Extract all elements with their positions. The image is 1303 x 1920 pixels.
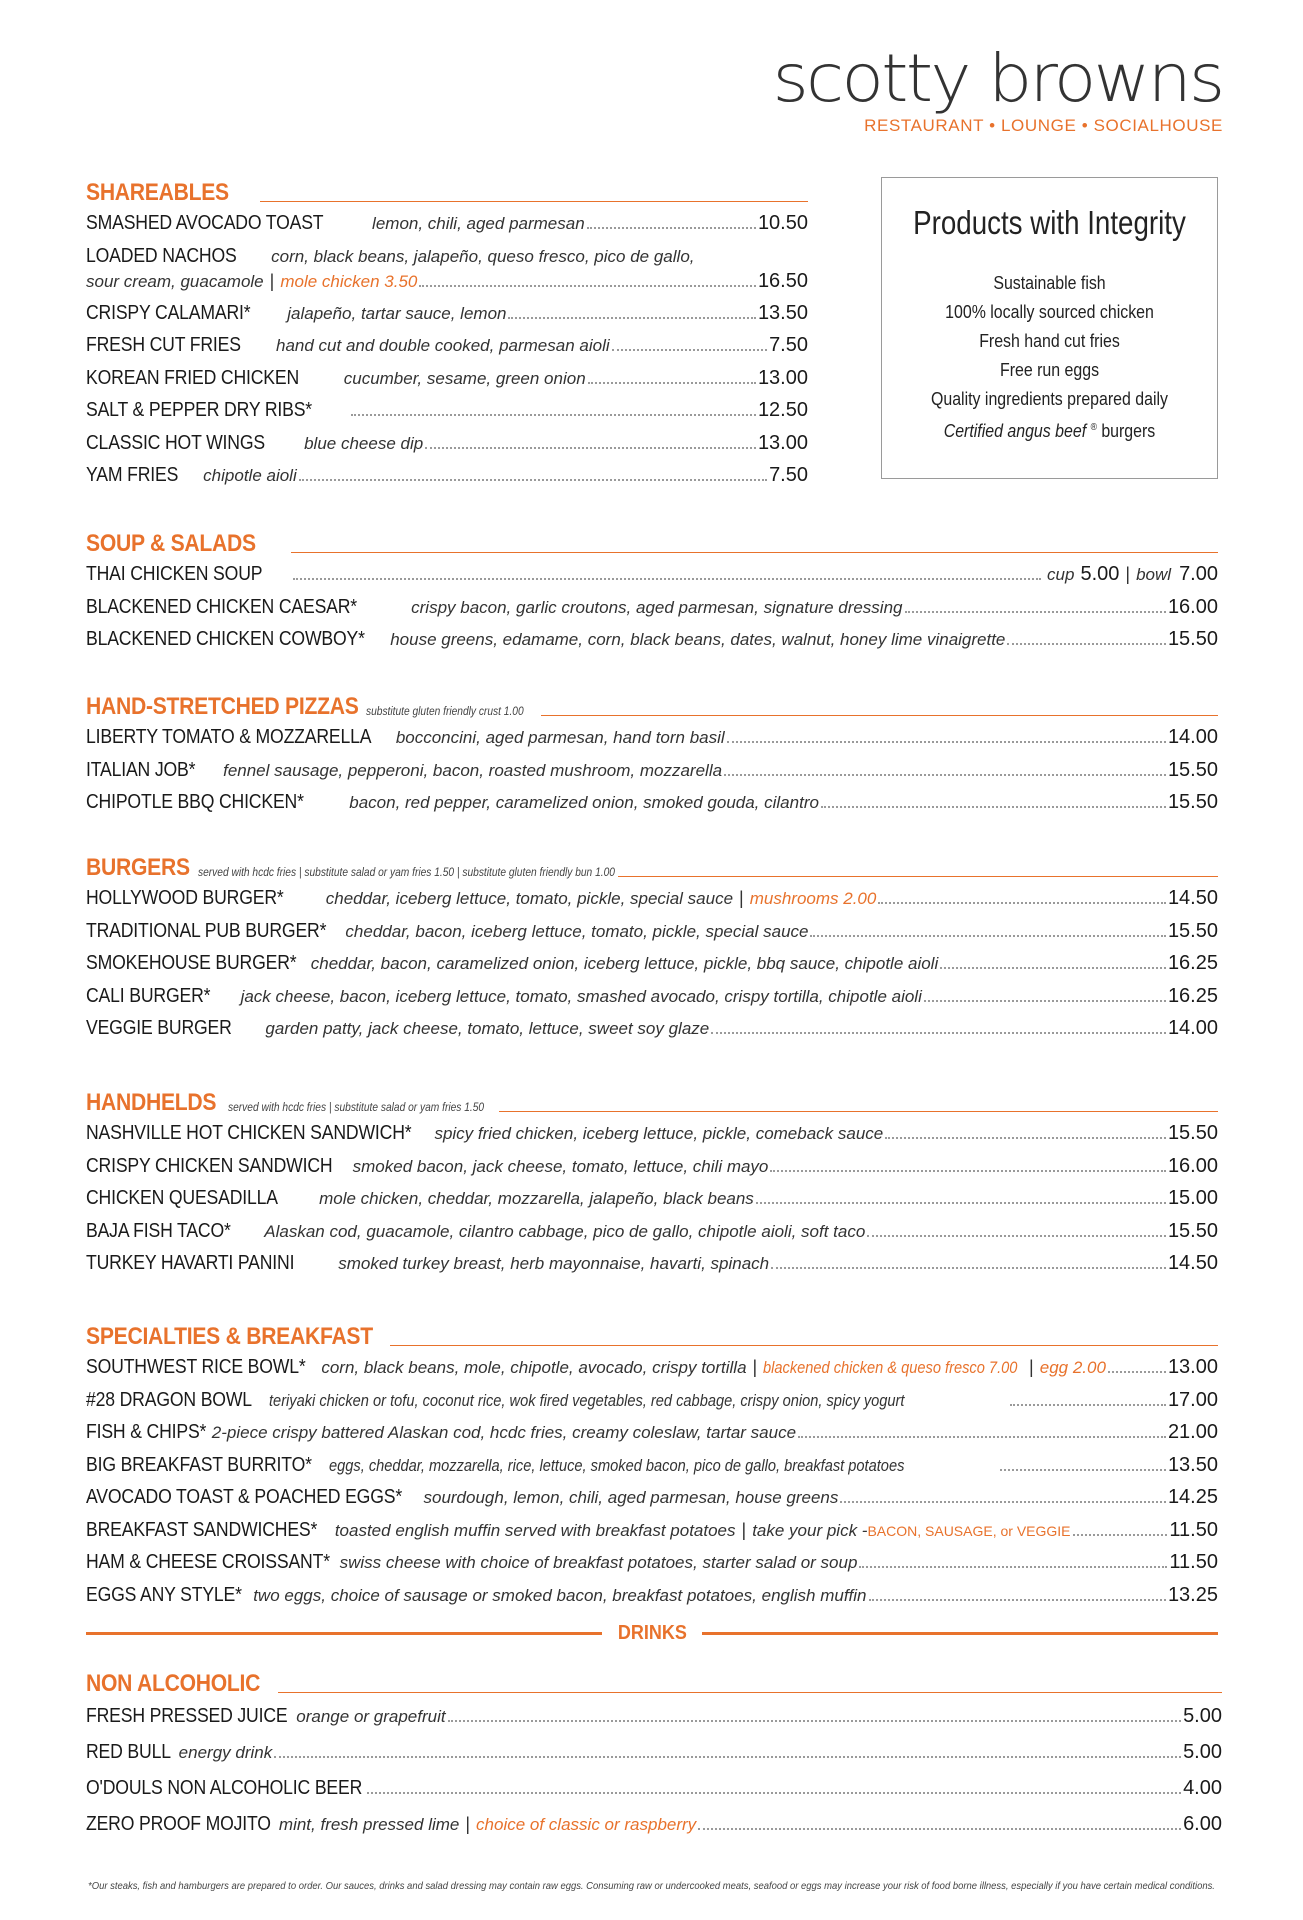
menu-item xyxy=(86,1121,1218,1154)
dot-leader xyxy=(587,227,756,229)
menu-item xyxy=(86,984,1218,1017)
dot-leader xyxy=(299,479,767,481)
dot-leader xyxy=(885,1137,1166,1139)
dot-leader xyxy=(612,349,767,351)
integrity-item: Fresh hand cut fries xyxy=(979,330,1120,351)
menu-item xyxy=(86,1776,1222,1812)
dot-leader xyxy=(274,1756,1181,1758)
menu-item xyxy=(86,919,1218,952)
item-addon: egg 2.00 xyxy=(1039,1358,1106,1377)
dot-leader xyxy=(771,1267,1166,1269)
item-desc: cheddar, bacon, iceberg lettuce, tomato, pickle, special sauce xyxy=(345,921,809,941)
menu-item xyxy=(86,562,1218,595)
section-rule xyxy=(260,201,808,202)
item-name: HOLLYWOOD BURGER* xyxy=(86,886,284,909)
menu-item xyxy=(86,1186,1218,1219)
menu-item xyxy=(86,301,808,334)
item-name: HAM & CHEESE CROISSANT* xyxy=(86,1550,330,1573)
section-burgers xyxy=(86,852,1218,1049)
item-price: 15.50 xyxy=(1167,791,1218,813)
item-desc: 2-piece crispy battered Alaskan cod, hcdc fries, creamy coleslaw, tartar sauce xyxy=(211,1423,797,1442)
item-name: NASHVILLE HOT CHICKEN SANDWICH* xyxy=(86,1121,412,1144)
item-desc: jack cheese, bacon, iceberg lettuce, tomato, smashed avocado, crispy tortilla, chipotle aioli xyxy=(240,986,922,1006)
item-name: BREAKFAST SANDWICHES* xyxy=(86,1517,318,1541)
section-non-alcoholic xyxy=(86,1668,1222,1848)
item-name: SALT & PEPPER DRY RIBS* xyxy=(86,398,312,421)
menu-item xyxy=(86,1154,1218,1187)
item-price: 16.25 xyxy=(1167,952,1218,974)
section-title: BURGERS xyxy=(86,854,190,881)
item-price: 13.00 xyxy=(1167,1356,1218,1378)
dot-leader xyxy=(711,1032,1166,1034)
item-price: 16.00 xyxy=(1167,1154,1218,1177)
item-desc: Alaskan cod, guacamole, cilantro cabbage, pico de gallo, chipotle aioli, soft taco xyxy=(264,1221,866,1241)
item-desc: bocconcini, aged parmesan, hand torn basil xyxy=(395,728,725,747)
item-price: 15.50 xyxy=(1167,758,1218,781)
integrity-angus-label: Certified angus beef xyxy=(943,420,1087,442)
menu-item xyxy=(86,366,808,399)
dot-leader xyxy=(798,1436,1166,1438)
separator: | xyxy=(739,888,744,908)
dot-leader xyxy=(508,317,755,319)
item-price: 14.00 xyxy=(1167,726,1218,748)
item-price: 13.50 xyxy=(757,301,808,324)
item-addon: mushrooms 2.00 xyxy=(749,889,877,908)
divider-line xyxy=(86,1632,602,1635)
separator: | xyxy=(1125,564,1131,584)
item-desc: smoked turkey breast, herb mayonnaise, havarti, spinach xyxy=(338,1254,770,1273)
dot-leader xyxy=(698,1828,1181,1830)
integrity-box xyxy=(881,177,1218,479)
menu-item xyxy=(86,1016,1218,1049)
item-price: 14.50 xyxy=(1167,1252,1218,1274)
section-pizzas xyxy=(86,691,1218,823)
menu-item xyxy=(86,1740,1222,1776)
separator: | xyxy=(269,270,275,291)
item-name: LOADED NACHOS xyxy=(86,243,237,267)
item-desc: toasted english muffin served with breakfast potatoes xyxy=(334,1520,736,1540)
item-price: 16.25 xyxy=(1167,984,1218,1007)
item-desc: energy drink xyxy=(178,1743,273,1762)
dot-leader xyxy=(367,1792,1181,1794)
menu-item xyxy=(86,1704,1222,1740)
menu-item xyxy=(86,1550,1218,1583)
item-name: RED BULL xyxy=(86,1740,171,1763)
item-desc: jalapeño, tartar sauce, lemon xyxy=(287,303,507,323)
menu-item xyxy=(86,333,808,366)
item-desc: fennel sausage, pepperoni, bacon, roasted mushroom, mozzarella xyxy=(223,760,723,780)
item-price: 16.50 xyxy=(757,269,808,292)
dot-leader xyxy=(419,285,756,287)
item-name: CRISPY CHICKEN SANDWICH xyxy=(86,1153,333,1177)
integrity-angus-suffix: burgers xyxy=(1101,420,1156,442)
section-title: SHAREABLES xyxy=(86,179,229,206)
menu-item xyxy=(86,1219,1218,1252)
section-note: substitute gluten friendly crust 1.00 xyxy=(365,704,524,718)
menu-item xyxy=(86,1355,1218,1388)
menu-item xyxy=(86,398,808,431)
item-name: SOUTHWEST RICE BOWL* xyxy=(86,1355,306,1378)
item-desc: sour cream, guacamole xyxy=(86,271,264,291)
item-name: TURKEY HAVARTI PANINI xyxy=(86,1251,295,1274)
section-handhelds xyxy=(86,1087,1218,1284)
separator: | xyxy=(741,1519,747,1540)
menu-item xyxy=(86,1420,1218,1453)
item-price: 15.00 xyxy=(1167,1187,1218,1209)
item-name: KOREAN FRIED CHICKEN xyxy=(86,365,300,389)
item-name: ZERO PROOF MOJITO xyxy=(86,1812,271,1835)
item-addon: blackened chicken & queso fresco 7.00 xyxy=(763,1358,1018,1377)
integrity-item: Free run eggs xyxy=(999,359,1100,380)
integrity-title: Products with Integrity xyxy=(913,204,1186,241)
item-price: 17.00 xyxy=(1167,1388,1218,1411)
dot-leader xyxy=(878,902,1166,904)
item-price: 14.00 xyxy=(1167,1017,1218,1039)
footnote-disclaimer: *Our steaks, fish and hamburgers are prepared to order. Our sauces, drinks and salad dressing may contain raw eggs. Consuming raw or undercooked meats, seafood or eggs may increase your risk of food borne illness, especially if you have certain medical conditions. xyxy=(88,1880,1215,1892)
menu-item xyxy=(86,595,1218,628)
cup-price: 5.00 xyxy=(1080,563,1120,585)
section-rule xyxy=(291,552,1218,553)
item-desc: two eggs, choice of sausage or smoked bacon, breakfast potatoes, english muffin xyxy=(253,1585,867,1605)
item-price: 13.00 xyxy=(757,366,808,389)
item-name: CALI BURGER* xyxy=(86,983,211,1007)
item-desc: bacon, red pepper, caramelized onion, smoked gouda, cilantro xyxy=(349,793,819,812)
dot-leader xyxy=(1007,643,1166,645)
item-desc: house greens, edamame, corn, black beans, dates, walnut, honey lime vinaigrette xyxy=(390,630,1006,649)
item-name: FRESH CUT FRIES xyxy=(86,333,241,356)
menu-item xyxy=(86,1453,1218,1486)
item-price: 15.50 xyxy=(1167,1219,1218,1242)
dot-leader xyxy=(810,935,1165,937)
menu-item xyxy=(86,1583,1218,1616)
section-soups xyxy=(86,528,1218,660)
item-price: 13.00 xyxy=(757,431,808,454)
menu-item xyxy=(86,211,808,244)
item-name: FRESH PRESSED JUICE xyxy=(86,1704,288,1727)
dot-leader xyxy=(727,741,1166,743)
pick-options: BACON, SAUSAGE, or VEGGIE xyxy=(867,1522,1071,1539)
item-price: 16.00 xyxy=(1167,595,1218,618)
dot-leader xyxy=(859,1566,1167,1568)
menu-item xyxy=(86,758,1218,791)
item-price: 12.50 xyxy=(757,399,808,421)
item-desc: smoked bacon, jack cheese, tomato, lettuce, chili mayo xyxy=(352,1156,769,1176)
dot-leader xyxy=(770,1170,1166,1172)
menu-item xyxy=(86,725,1218,758)
integrity-item: Quality ingredients prepared daily xyxy=(930,388,1169,409)
section-title: NON ALCOHOLIC xyxy=(86,1670,261,1697)
menu-item-continued xyxy=(86,270,808,301)
section-rule xyxy=(618,876,1218,877)
separator: | xyxy=(1029,1357,1034,1377)
dot-leader xyxy=(756,1202,1166,1204)
item-name: CHIPOTLE BBQ CHICKEN* xyxy=(86,790,304,813)
item-name: SMOKEHOUSE BURGER* xyxy=(86,951,297,974)
dot-leader xyxy=(588,382,756,384)
item-desc: garden patty, jack cheese, tomato, lettuce, sweet soy glaze xyxy=(265,1019,710,1038)
item-desc: eggs, cheddar, mozzarella, rice, lettuce, smoked bacon, pico de gallo, breakfast potatoes xyxy=(328,1455,904,1475)
dot-leader xyxy=(905,611,1166,613)
menu-item xyxy=(86,463,808,496)
item-desc: cheddar, bacon, caramelized onion, iceberg lettuce, pickle, bbq sauce, chipotle aioli xyxy=(310,954,939,973)
bowl-price: 7.00 xyxy=(1179,563,1218,585)
item-price: 14.25 xyxy=(1167,1486,1218,1508)
item-price: 15.50 xyxy=(1167,1122,1218,1144)
item-price: 6.00 xyxy=(1183,1813,1222,1835)
item-name: BAJA FISH TACO* xyxy=(86,1218,231,1242)
item-desc: chipotle aioli xyxy=(203,466,297,485)
item-desc: lemon, chili, aged parmesan xyxy=(372,214,585,233)
section-rule xyxy=(278,1692,1222,1693)
menu-item xyxy=(86,431,808,464)
item-name: #28 DRAGON BOWL xyxy=(86,1387,252,1411)
separator: | xyxy=(465,1814,471,1834)
section-shareables xyxy=(86,177,808,496)
registered-mark: ® xyxy=(1090,422,1097,433)
separator: | xyxy=(752,1357,758,1377)
integrity-item: 100% locally sourced chicken xyxy=(945,301,1154,322)
dot-leader xyxy=(924,1000,1166,1002)
item-price: 15.50 xyxy=(1167,919,1218,942)
item-name: THAI CHICKEN SOUP xyxy=(86,562,263,585)
item-price: 10.50 xyxy=(757,212,808,234)
menu-item xyxy=(86,1251,1218,1284)
menu-item xyxy=(86,1812,1222,1848)
menu-item xyxy=(86,244,808,270)
cup-label: cup xyxy=(1047,565,1075,584)
dot-leader xyxy=(351,414,756,416)
item-price: 13.25 xyxy=(1167,1583,1218,1606)
item-price: 5.00 xyxy=(1183,1705,1222,1727)
item-desc: blue cheese dip xyxy=(304,433,424,453)
item-desc: crispy bacon, garlic croutons, aged parmesan, signature dressing xyxy=(411,597,903,617)
logo-tagline: RESTAURANT • LOUNGE • SOCIALHOUSE xyxy=(864,116,1223,135)
integrity-item: Sustainable fish xyxy=(993,272,1106,293)
dot-leader xyxy=(840,1501,1166,1503)
section-title: SPECIALTIES & BREAKFAST xyxy=(86,1323,373,1350)
item-name: CLASSIC HOT WINGS xyxy=(86,430,265,454)
dot-leader xyxy=(425,447,756,449)
section-rule xyxy=(390,1345,1218,1346)
logo-wordmark: scotty browns xyxy=(773,40,1223,117)
menu-item xyxy=(86,1485,1218,1518)
dot-leader xyxy=(293,578,1041,580)
item-name: VEGGIE BURGER xyxy=(86,1016,232,1039)
section-note: served with hcdc fries | substitute salad or yam fries 1.50 | substitute gluten friendly bun 1.00 xyxy=(197,865,615,879)
item-desc: cucumber, sesame, green onion xyxy=(343,368,586,388)
item-desc: orange or grapefruit xyxy=(296,1707,446,1726)
menu-item xyxy=(86,1518,1218,1551)
dot-leader xyxy=(448,1720,1181,1722)
item-name: BLACKENED CHICKEN CAESAR* xyxy=(86,594,358,618)
section-title: HANDHELDS xyxy=(86,1089,217,1116)
item-price: 7.50 xyxy=(769,464,808,486)
item-name: CRISPY CALAMARI* xyxy=(86,300,251,324)
item-name: FISH & CHIPS* xyxy=(86,1420,207,1443)
item-name: ITALIAN JOB* xyxy=(86,757,196,781)
item-name: TRADITIONAL PUB BURGER* xyxy=(86,918,327,942)
item-name: SMASHED AVOCADO TOAST xyxy=(86,211,324,234)
item-desc: sourdough, lemon, chili, aged parmesan, house greens xyxy=(423,1488,839,1507)
item-price: 11.50 xyxy=(1169,1518,1218,1541)
item-desc: teriyaki chicken or tofu, coconut rice, wok fired vegetables, red cabbage, crispy onion, spicy yogurt xyxy=(268,1390,905,1410)
integrity-item-angus xyxy=(905,413,1193,445)
item-name: BIG BREAKFAST BURRITO* xyxy=(86,1452,312,1476)
item-name: O'DOULS NON ALCOHOLIC BEER xyxy=(86,1776,363,1799)
dot-leader xyxy=(1000,1469,1166,1471)
bowl-label: bowl xyxy=(1136,565,1172,584)
item-price: 5.00 xyxy=(1183,1741,1222,1763)
dot-leader xyxy=(724,774,1166,776)
item-price: 14.50 xyxy=(1167,887,1218,909)
item-price: 7.50 xyxy=(769,334,808,356)
menu-item xyxy=(86,886,1218,919)
drinks-divider xyxy=(86,1622,1218,1645)
item-name: LIBERTY TOMATO & MOZZARELLA xyxy=(86,725,372,748)
divider-line xyxy=(702,1632,1218,1635)
item-name: CHICKEN QUESADILLA xyxy=(86,1186,278,1209)
item-desc: spicy fried chicken, iceberg lettuce, pickle, comeback sauce xyxy=(434,1124,884,1143)
dot-leader xyxy=(867,1235,1166,1237)
pick-note: take your pick - xyxy=(752,1520,868,1540)
item-desc: mole chicken, cheddar, mozzarella, jalapeño, black beans xyxy=(319,1189,754,1208)
section-rule xyxy=(499,1111,1218,1112)
section-specialties xyxy=(86,1321,1218,1615)
item-price: 13.50 xyxy=(1167,1453,1218,1476)
item-desc: swiss cheese with choice of breakfast potatoes, starter salad or soup xyxy=(339,1553,858,1572)
brand-logo xyxy=(773,40,1223,136)
menu-item xyxy=(86,1388,1218,1421)
item-desc: mint, fresh pressed lime xyxy=(278,1815,460,1834)
item-price: 4.00 xyxy=(1183,1777,1222,1799)
drinks-label: DRINKS xyxy=(617,1622,687,1644)
item-price: 15.50 xyxy=(1167,628,1218,650)
item-name: EGGS ANY STYLE* xyxy=(86,1582,242,1606)
item-name: YAM FRIES xyxy=(86,463,179,486)
item-desc: corn, black beans, mole, chipotle, avocado, crispy tortilla xyxy=(321,1358,747,1377)
dot-leader xyxy=(1073,1534,1168,1536)
dot-leader xyxy=(869,1599,1166,1601)
item-name: AVOCADO TOAST & POACHED EGGS* xyxy=(86,1485,403,1508)
section-title: SOUP & SALADS xyxy=(86,530,256,557)
item-price: 11.50 xyxy=(1169,1551,1218,1573)
section-title: HAND-STRETCHED PIZZAS xyxy=(86,693,359,720)
dot-leader xyxy=(821,806,1166,808)
dot-leader xyxy=(1010,1404,1166,1406)
item-addon: choice of classic or raspberry xyxy=(476,1815,697,1834)
item-name: BLACKENED CHICKEN COWBOY* xyxy=(86,627,365,650)
item-price: 21.00 xyxy=(1167,1421,1218,1443)
item-desc: cheddar, iceberg lettuce, tomato, pickle, special sauce xyxy=(325,889,734,908)
item-desc: corn, black beans, jalapeño, queso fresco, pico de gallo, xyxy=(271,246,695,266)
menu-item xyxy=(86,951,1218,984)
section-rule xyxy=(541,715,1218,716)
menu-item xyxy=(86,627,1218,660)
dot-leader xyxy=(1108,1371,1166,1373)
section-note: served with hcdc fries | substitute salad or yam fries 1.50 xyxy=(227,1100,485,1114)
item-addon: mole chicken 3.50 xyxy=(280,271,418,291)
menu-item xyxy=(86,790,1218,823)
dot-leader xyxy=(940,967,1166,969)
item-desc: hand cut and double cooked, parmesan aioli xyxy=(276,336,610,355)
